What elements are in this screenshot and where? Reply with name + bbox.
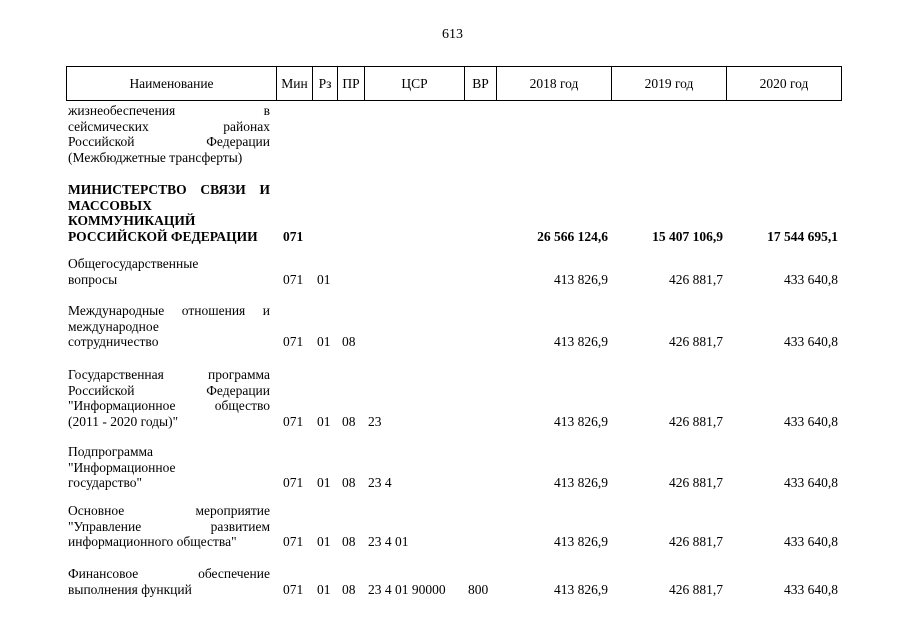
row-name-line: государство": [68, 475, 143, 490]
row-name-line: сотрудничество: [68, 334, 159, 349]
header-min: Мин: [277, 67, 313, 100]
cell-2020: 433 640,8: [784, 534, 838, 549]
cell-2020: 433 640,8: [784, 581, 838, 597]
cell-rz: 01: [317, 334, 331, 349]
cell-2020: 433 640,8: [784, 334, 838, 349]
cell-2019: 426 881,7: [669, 475, 723, 490]
row-name: [68, 503, 270, 550]
cell-2019: 426 881,7: [669, 581, 723, 597]
table-row: [0, 103, 905, 165]
row-name-line: Российской Федерации: [68, 382, 270, 398]
row-name-line: международное: [68, 318, 159, 334]
cell-2018: 413 826,9: [554, 581, 608, 597]
row-name-line: МИНИСТЕРСТВО СВЯЗИ И: [68, 182, 270, 197]
cell-2019: 426 881,7: [669, 271, 723, 287]
cell-min: 071: [283, 228, 304, 244]
row-name-line: Международные отношения и: [68, 303, 270, 318]
cell-min: 071: [283, 271, 304, 287]
table-row: [0, 256, 905, 287]
cell-2020: 433 640,8: [784, 475, 838, 490]
row-name-line: (2011 - 2020 годы)": [68, 413, 179, 429]
row-name: [68, 303, 270, 350]
row-name-line: Основное мероприятие: [68, 503, 270, 518]
cell-rz: 01: [317, 534, 331, 549]
header-pr: ПР: [338, 67, 365, 100]
cell-2020: 17 544 695,1: [767, 228, 838, 244]
cell-2020: 433 640,8: [784, 413, 838, 429]
cell-pr: 08: [342, 534, 356, 549]
row-name-line: Общегосударственные: [68, 256, 199, 271]
cell-2019: 15 407 106,9: [652, 228, 723, 244]
cell-pr: 08: [342, 475, 356, 490]
cell-csr: 23 4 01 90000: [368, 581, 446, 597]
cell-min: 071: [283, 534, 304, 549]
header-rz: Рз: [313, 67, 338, 100]
cell-pr: 08: [342, 413, 356, 429]
table-row: [0, 182, 905, 244]
cell-2018: 413 826,9: [554, 271, 608, 287]
row-name: [68, 256, 270, 287]
row-name: [68, 103, 270, 165]
header-name: Наименование: [67, 67, 277, 100]
cell-2018: 413 826,9: [554, 534, 608, 549]
cell-2019: 426 881,7: [669, 413, 723, 429]
cell-rz: 01: [317, 271, 331, 287]
table-row: [0, 566, 905, 597]
cell-rz: 01: [317, 475, 331, 490]
table-row: [0, 444, 905, 491]
table-row: [0, 367, 905, 429]
cell-2018: 26 566 124,6: [537, 228, 608, 244]
row-name-line: "Управление развитием: [68, 518, 270, 534]
header-2019: 2019 год: [612, 67, 727, 100]
row-name-line: Государственная программа: [68, 367, 270, 382]
row-name-line: Подпрограмма: [68, 444, 153, 459]
row-name-line: Российской Федерации: [68, 134, 270, 149]
row-name-line: "Информационное: [68, 459, 176, 475]
header-vr: ВР: [465, 67, 497, 100]
cell-min: 071: [283, 413, 304, 429]
row-name: [68, 444, 270, 491]
cell-min: 071: [283, 581, 304, 597]
cell-min: 071: [283, 475, 304, 490]
cell-pr: 08: [342, 334, 356, 349]
row-name-line: выполнения функций: [68, 581, 192, 597]
table-row: [0, 503, 905, 550]
row-name-line: "Информационное общество: [68, 398, 270, 413]
cell-csr: 23 4 01: [368, 534, 409, 549]
cell-csr: 23: [368, 413, 382, 429]
cell-rz: 01: [317, 581, 331, 597]
row-name: [68, 182, 270, 244]
row-name: [68, 566, 270, 597]
row-name-line: РОССИЙСКОЙ ФЕДЕРАЦИИ: [68, 228, 258, 244]
cell-pr: 08: [342, 581, 356, 597]
cell-2018: 413 826,9: [554, 413, 608, 429]
row-name-line: сейсмических районах: [68, 118, 270, 134]
row-name-line: вопросы: [68, 271, 118, 287]
row-name: [68, 367, 270, 429]
table-header: [66, 66, 842, 101]
header-2020: 2020 год: [759, 76, 809, 91]
cell-2019: 426 881,7: [669, 534, 723, 549]
row-name-line: (Межбюджетные трансферты): [68, 149, 243, 165]
row-name-line: КОММУНИКАЦИЙ: [68, 213, 196, 228]
cell-2018: 413 826,9: [554, 334, 608, 349]
row-name-line: МАССОВЫХ: [68, 197, 152, 213]
row-name-line: информационного общества": [68, 534, 237, 549]
cell-rz: 01: [317, 413, 331, 429]
table-row: [0, 303, 905, 350]
header-csr: ЦСР: [365, 67, 465, 100]
row-name-line: жизнеобеспечения в: [68, 103, 270, 118]
row-name-line: Финансовое обеспечение: [68, 566, 270, 581]
cell-csr: 23 4: [368, 475, 392, 490]
cell-min: 071: [283, 334, 304, 349]
cell-2020: 433 640,8: [784, 271, 838, 287]
cell-vr: 800: [468, 581, 489, 597]
page-number: 613: [442, 27, 463, 42]
cell-2018: 413 826,9: [554, 475, 608, 490]
cell-2019: 426 881,7: [669, 334, 723, 349]
header-2018: 2018 год: [497, 67, 612, 100]
